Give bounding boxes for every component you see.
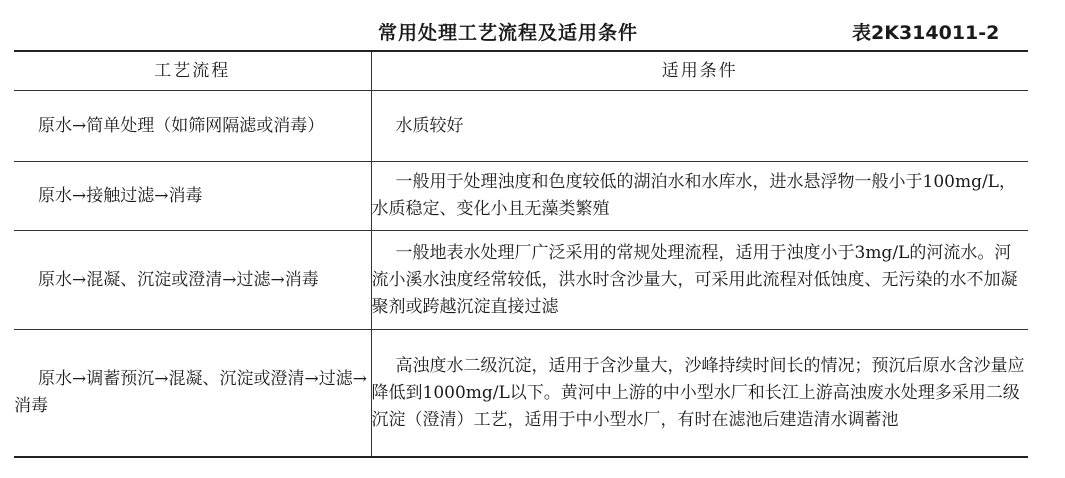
condition-cell: 高浊度水二级沉淀，适用于含沙量大，沙峰持续时间长的情况；预沉后原水含沙量应降低到1000mg/L以下。黄河中上游的中小型水厂和长江上游高浊废水处理多采用二级沉淀（澄清）工艺，适用于中小型水厂，有时在滤池后建造清水调蓄池 <box>371 330 1028 458</box>
process-cell: 原水→混凝、沉淀或澄清→过滤→消毒 <box>14 231 371 330</box>
table-row <box>14 162 1028 231</box>
process-cell: 原水→调蓄预沉→混凝、沉淀或澄清→过滤→消毒 <box>14 330 371 458</box>
process-cell: 原水→简单处理（如筛网隔滤或消毒） <box>14 91 371 162</box>
column-header-condition: 适用条件 <box>371 51 1028 91</box>
table-row <box>14 91 1028 162</box>
process-cell: 原水→接触过滤→消毒 <box>14 162 371 231</box>
condition-cell: 水质较好 <box>371 91 1028 162</box>
table-row <box>14 231 1028 330</box>
table-number: 表2K314011-2 <box>852 22 1000 44</box>
process-table <box>14 50 1028 458</box>
condition-cell: 一般用于处理浊度和色度较低的湖泊水和水库水，进水悬浮物一般小于100mg/L，水质稳定、变化小且无藻类繁殖 <box>371 162 1028 231</box>
column-header-process: 工艺流程 <box>14 51 371 91</box>
table-row <box>14 330 1028 458</box>
table-caption <box>0 18 1065 48</box>
condition-cell: 一般地表水处理厂广泛采用的常规处理流程，适用于浊度小于3mg/L的河流水。河流小溪水浊度经常较低，洪水时含沙量大，可采用此流程对低蚀度、无污染的水不加凝聚剂或跨越沉淀直接过滤 <box>371 231 1028 330</box>
table-title: 常用处理工艺流程及适用条件 <box>378 22 639 44</box>
table-header-row <box>14 51 1028 91</box>
